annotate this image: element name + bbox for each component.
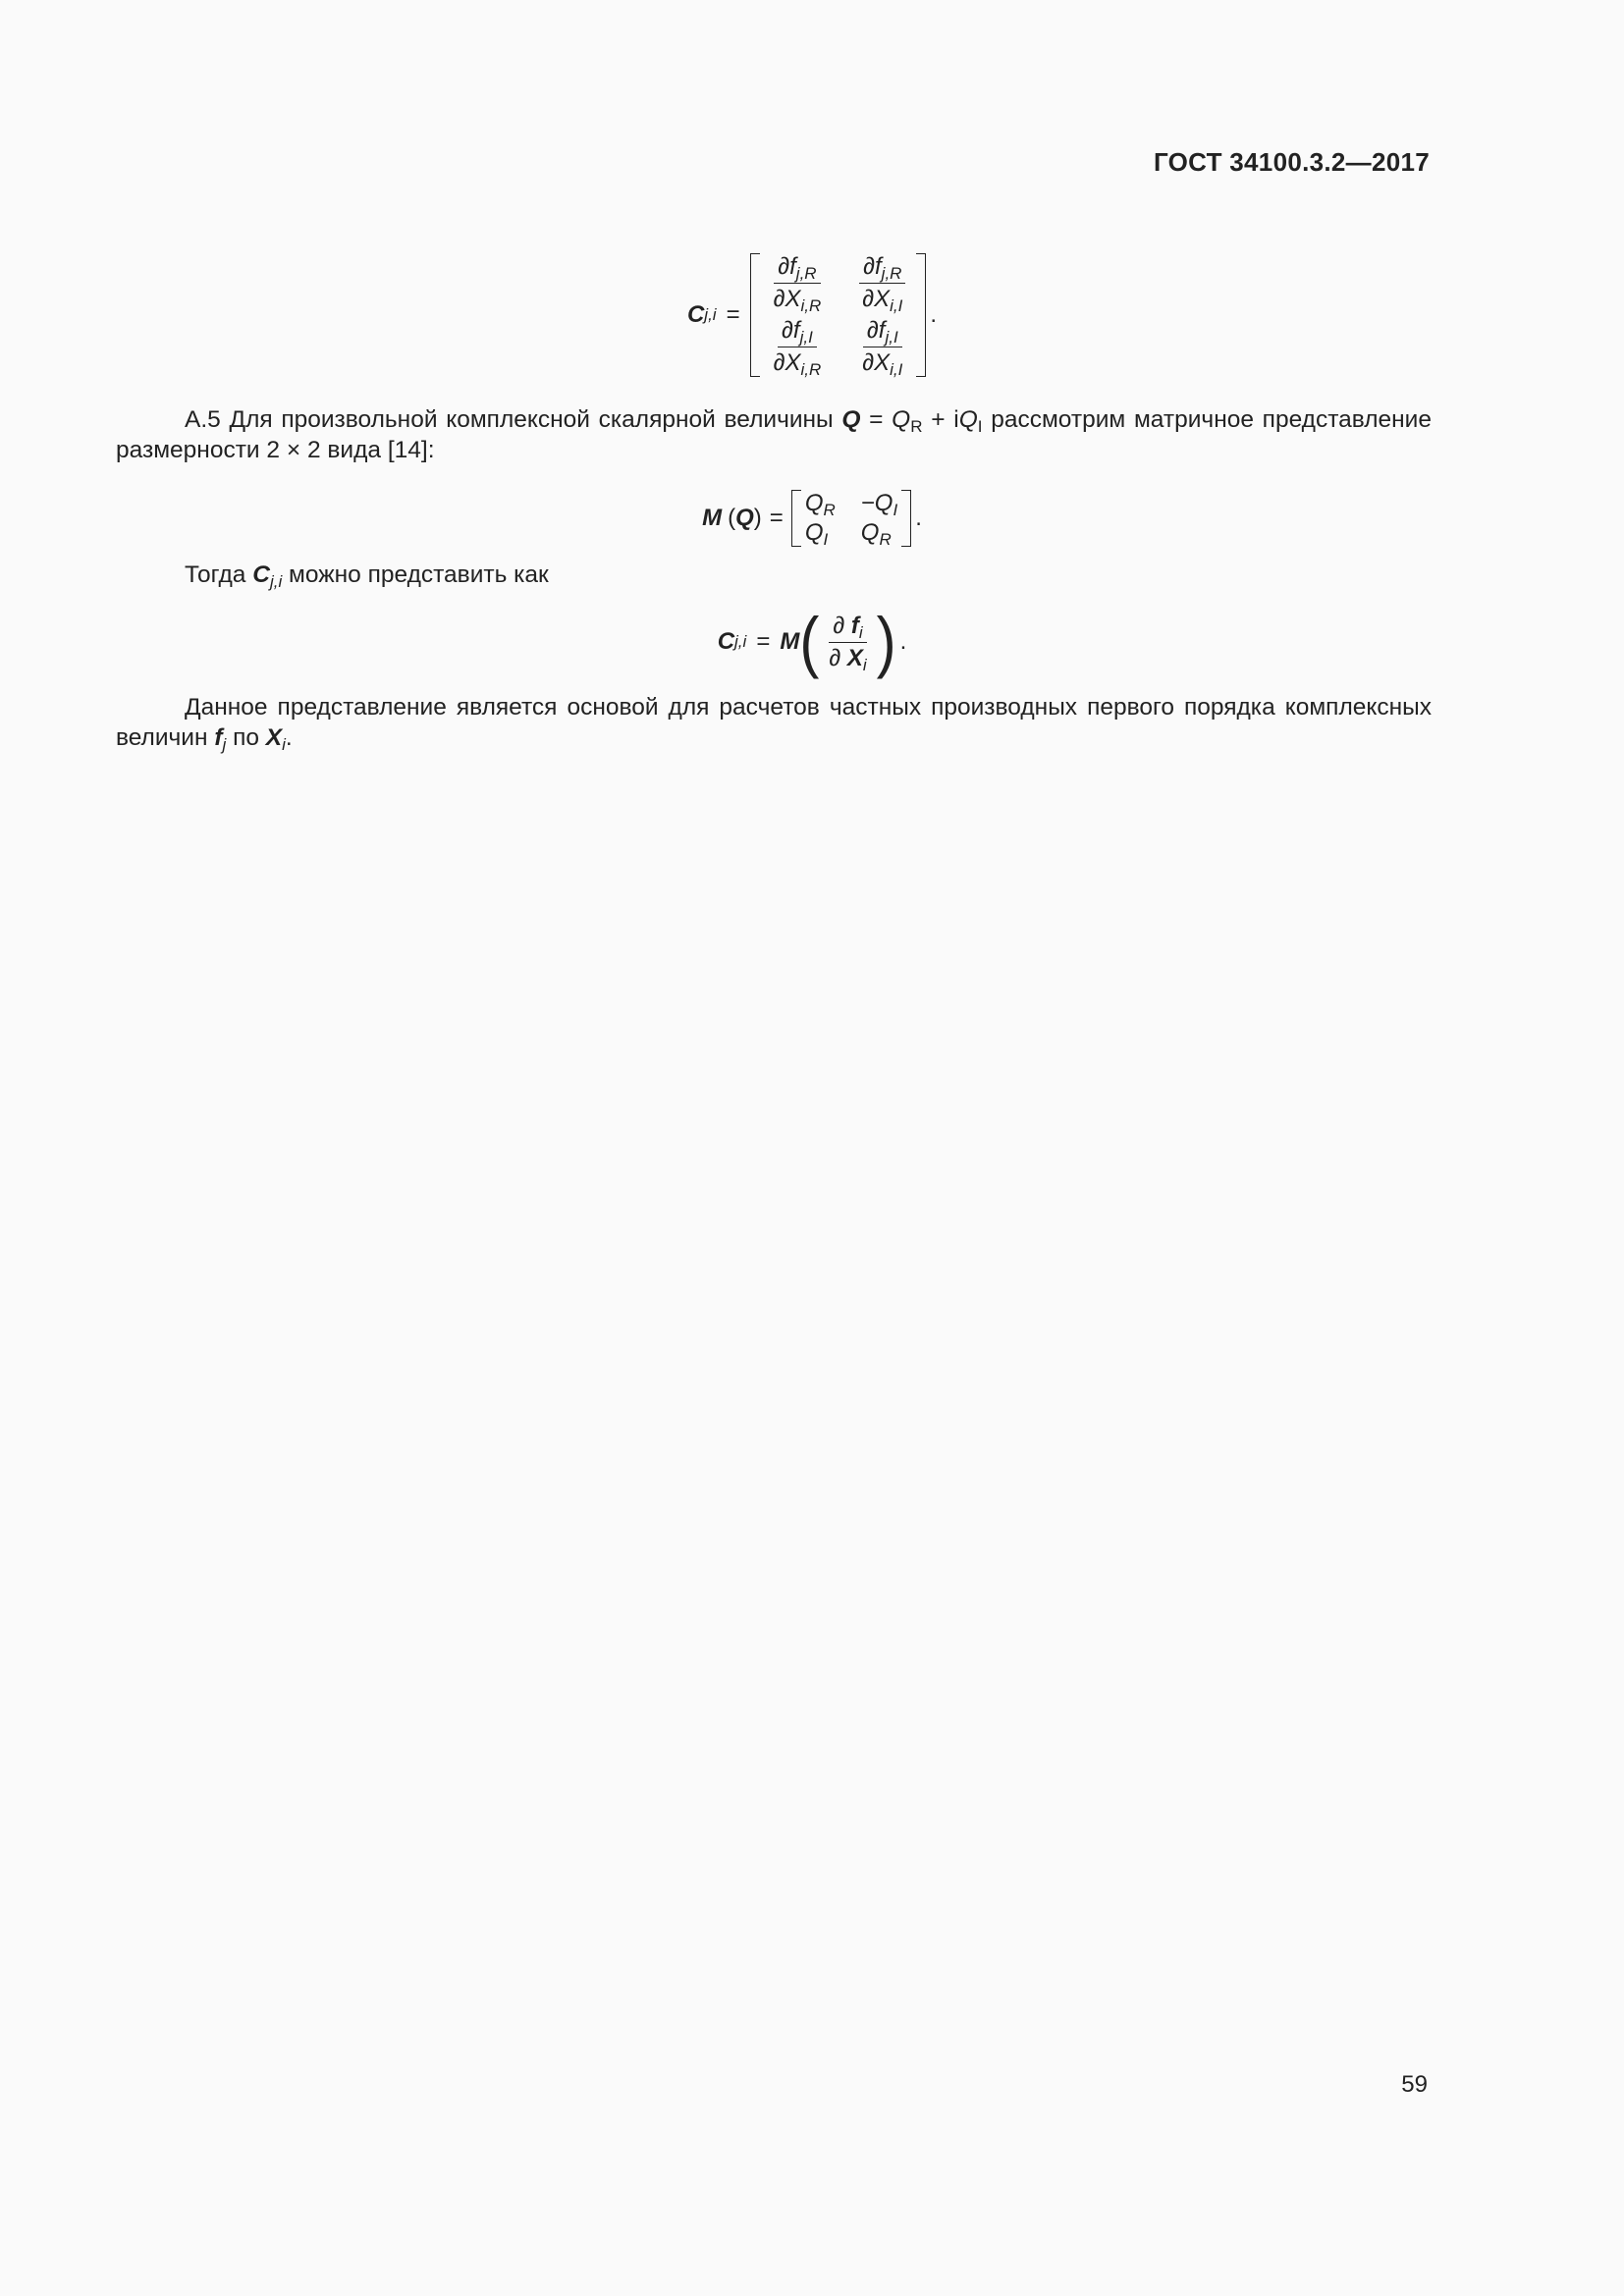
paragraph-then: Тогда $C_{j,i}$ можно представить как — [185, 561, 549, 591]
paragraph-a5: А.5 Для произвольной комплексной скалярной величины $Q = Q_R + iQ_I$ рассмотрим матричное представление размерности 2 × 2 вида [14]: — [116, 406, 1432, 463]
m-cell-21: $Q_I$ — [804, 519, 829, 549]
document-code-header: ГОСТ 34100.3.2—2017 — [1153, 147, 1430, 177]
formula2-m: M — [702, 505, 723, 531]
formula1-equals: = — [726, 300, 740, 328]
formula-c-via-m: C j,i = M ( $\frac{\partial f_i}{\partial X_i}$ ) . — [717, 603, 907, 679]
formula2-q: Q — [735, 505, 754, 531]
formula1-lhs: C — [686, 300, 705, 328]
m-cell-12: $-Q_I$ — [860, 490, 898, 519]
matrix-cell-22: $\frac{\partial f_{j,I}}{\partial X_{i,I}}$ — [862, 316, 903, 379]
formula1-period: . — [930, 300, 938, 328]
m-cell-22: $Q_R$ — [860, 519, 892, 549]
matrix-cell-21: $\frac{\partial f_{j,I}}{\partial X_{i,R}}$ — [773, 316, 822, 379]
right-bracket — [916, 253, 926, 377]
m-cell-11: $Q_R$ — [804, 490, 836, 519]
formula3-fraction: $\frac{\partial f_i}{\partial X_i}$ — [829, 612, 867, 674]
formula1-matrix — [750, 253, 927, 377]
matrix-cell-11: $\frac{\partial f_{j,R}}{\partial X_{i,R}}$ — [773, 252, 822, 315]
matrix-cell-12: $\frac{\partial f_{j,R}}{\partial X_{i,I}}$ — [858, 253, 906, 313]
formula-matrix-representation: M ( Q ) = $Q_R$ $-Q_I$ $Q_I$ $Q_R$ . — [702, 490, 922, 549]
paragraph-basis: Данное представление является основой для расчетов частных производных первого порядка комплексных величин $f_j$ по $X_i$. — [116, 694, 1432, 754]
formula-jacobian-matrix: C j,i = $\frac{\partial f_{j,R}}{\partial X_{i,R}}$ $\frac{\partial f_{j,R}}{\partial X_{i,I}}$ $\frac{\partial f_{j,I}}{\partial X_{i,R}}$ $\frac{\partial f_{j,I}}{\partial X_{i,I}}$ . — [686, 252, 938, 379]
formula2-matrix — [791, 490, 911, 547]
formula1-matrix-grid — [764, 253, 913, 377]
page-number: 59 — [1401, 2071, 1428, 2098]
left-bracket — [750, 253, 760, 377]
